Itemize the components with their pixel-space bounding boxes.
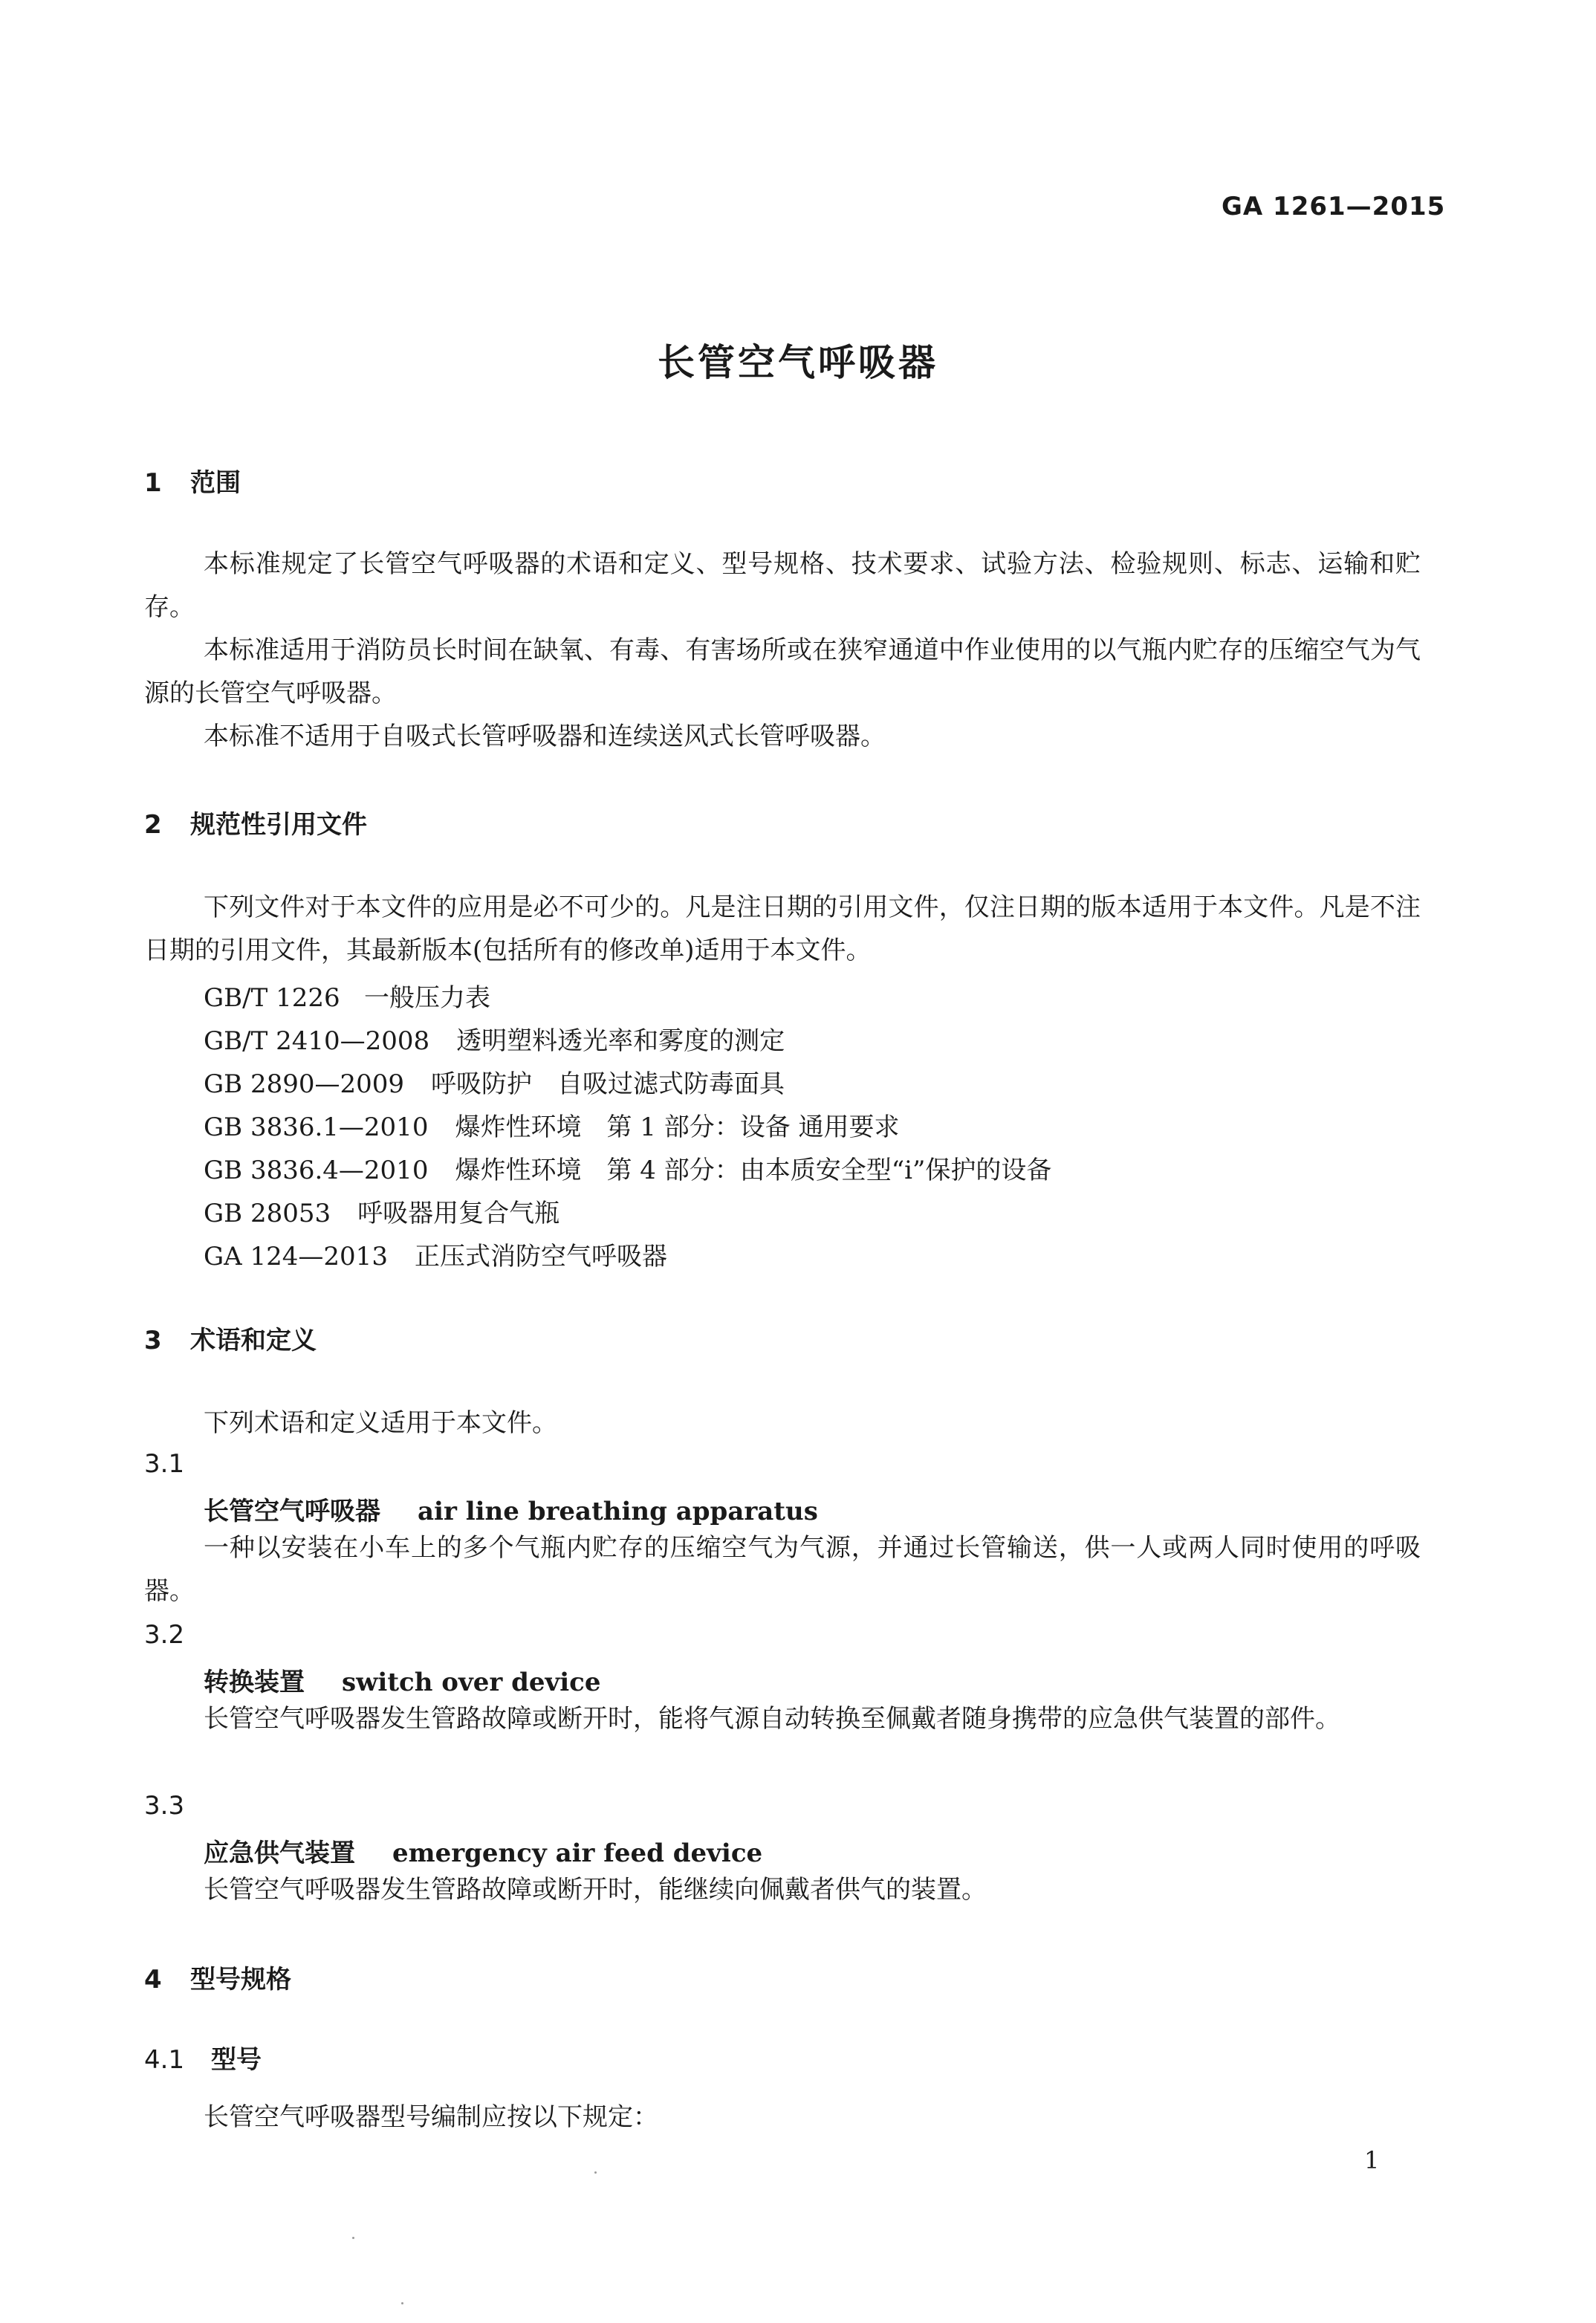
reference-item: [204, 977, 490, 1014]
term-cn: 转换装置: [204, 1668, 305, 1697]
reference-name: 一般压力表: [364, 983, 490, 1013]
scan-speck: [352, 2237, 354, 2239]
term-entry: [204, 1833, 762, 1869]
section-4-heading: [144, 1959, 291, 1995]
section-3-heading: [144, 1320, 317, 1356]
term-entry: [204, 1491, 818, 1527]
reference-item: [204, 1063, 785, 1100]
subsection-number: 4.1: [144, 2045, 185, 2075]
term-entry: [204, 1662, 601, 1698]
reference-code: GA 124—2013: [204, 1242, 388, 1271]
section-1-heading: [144, 462, 241, 499]
term-cn: 长管空气呼吸器: [204, 1497, 380, 1526]
paragraph: 本标准适用于消防员长时间在缺氧、有毒、有害场所或在狭窄通道中作业使用的以气瓶内贮存的压缩空气为气源的长管空气呼吸器。: [144, 635, 1421, 708]
term-definition: 长管空气呼吸器发生管路故障或断开时，能继续向佩戴者供气的装置。: [204, 1875, 987, 1905]
reference-code: GB 2890—2009: [204, 1069, 405, 1099]
section-number: 4: [144, 1965, 162, 1995]
section-title: 型号规格: [190, 1965, 291, 1995]
reference-name: 正压式消防空气呼吸器: [414, 1242, 667, 1271]
reference-name: 爆炸性环境 第 1 部分：设备 通用要求: [455, 1112, 900, 1142]
reference-code: GB 3836.1—2010: [204, 1112, 429, 1142]
section-title: 范围: [190, 468, 241, 498]
term-number: 3.2: [144, 1620, 185, 1650]
reference-name: 透明塑料透光率和雾度的测定: [456, 1026, 785, 1056]
paragraph: 下列术语和定义适用于本文件。: [204, 1408, 557, 1438]
subsection-4-1-heading: [144, 2039, 262, 2076]
reference-item: [204, 1193, 559, 1229]
term-number: 3.3: [144, 1791, 185, 1821]
term-number: 3.1: [144, 1449, 185, 1479]
paragraph: 长管空气呼吸器型号编制应按以下规定：: [204, 2102, 658, 2132]
reference-name: 爆炸性环境 第 4 部分：由本质安全型“i”保护的设备: [455, 1156, 1052, 1185]
reference-item: [204, 1020, 785, 1057]
term-definition: 长管空气呼吸器发生管路故障或断开时，能将气源自动转换至佩戴者随身携带的应急供气装置的部件。: [204, 1704, 1340, 1734]
section-2-heading: [144, 804, 367, 840]
reference-code: GB 3836.4—2010: [204, 1156, 429, 1185]
reference-name: 呼吸器用复合气瓶: [357, 1199, 560, 1228]
paragraph: 本标准不适用于自吸式长管呼吸器和连续送风式长管呼吸器。: [204, 722, 886, 751]
paragraph: 下列文件对于本文件的应用是必不可少的。凡是注日期的引用文件，仅注日期的版本适用于本文件。凡是不注日期的引用文件，其最新版本(包括所有的修改单)适用于本文件。: [144, 892, 1421, 965]
page-title: 长管空气呼吸器: [658, 341, 938, 384]
page-number: 1: [1364, 2146, 1380, 2174]
standard-code: GA 1261—2015: [1222, 192, 1446, 221]
section-title: 规范性引用文件: [190, 810, 367, 840]
section-number: 1: [144, 468, 162, 498]
reference-name: 呼吸防护 自吸过滤式防毒面具: [431, 1069, 785, 1099]
term-cn: 应急供气装置: [204, 1838, 355, 1868]
reference-item: [204, 1150, 1051, 1186]
term-en: air line breathing apparatus: [418, 1497, 818, 1526]
section-number: 3: [144, 1326, 162, 1355]
reference-code: GB/T 1226: [204, 983, 340, 1013]
section-number: 2: [144, 810, 162, 840]
reference-code: GB/T 2410—2008: [204, 1026, 430, 1056]
term-en: switch over device: [342, 1668, 601, 1697]
section-title: 术语和定义: [190, 1326, 317, 1355]
scan-speck: [401, 2302, 403, 2304]
subsection-title: 型号: [211, 2045, 262, 2075]
scan-speck: [594, 2171, 597, 2174]
reference-code: GB 28053: [204, 1199, 331, 1228]
term-definition: 一种以安装在小车上的多个气瓶内贮存的压缩空气为气源，并通过长管输送，供一人或两人同时使用的呼吸器。: [144, 1533, 1421, 1606]
paragraph: 本标准规定了长管空气呼吸器的术语和定义、型号规格、技术要求、试验方法、检验规则、标志、运输和贮存。: [144, 549, 1421, 622]
reference-item: [204, 1236, 667, 1272]
reference-item: [204, 1107, 900, 1143]
term-en: emergency air feed device: [392, 1838, 763, 1868]
